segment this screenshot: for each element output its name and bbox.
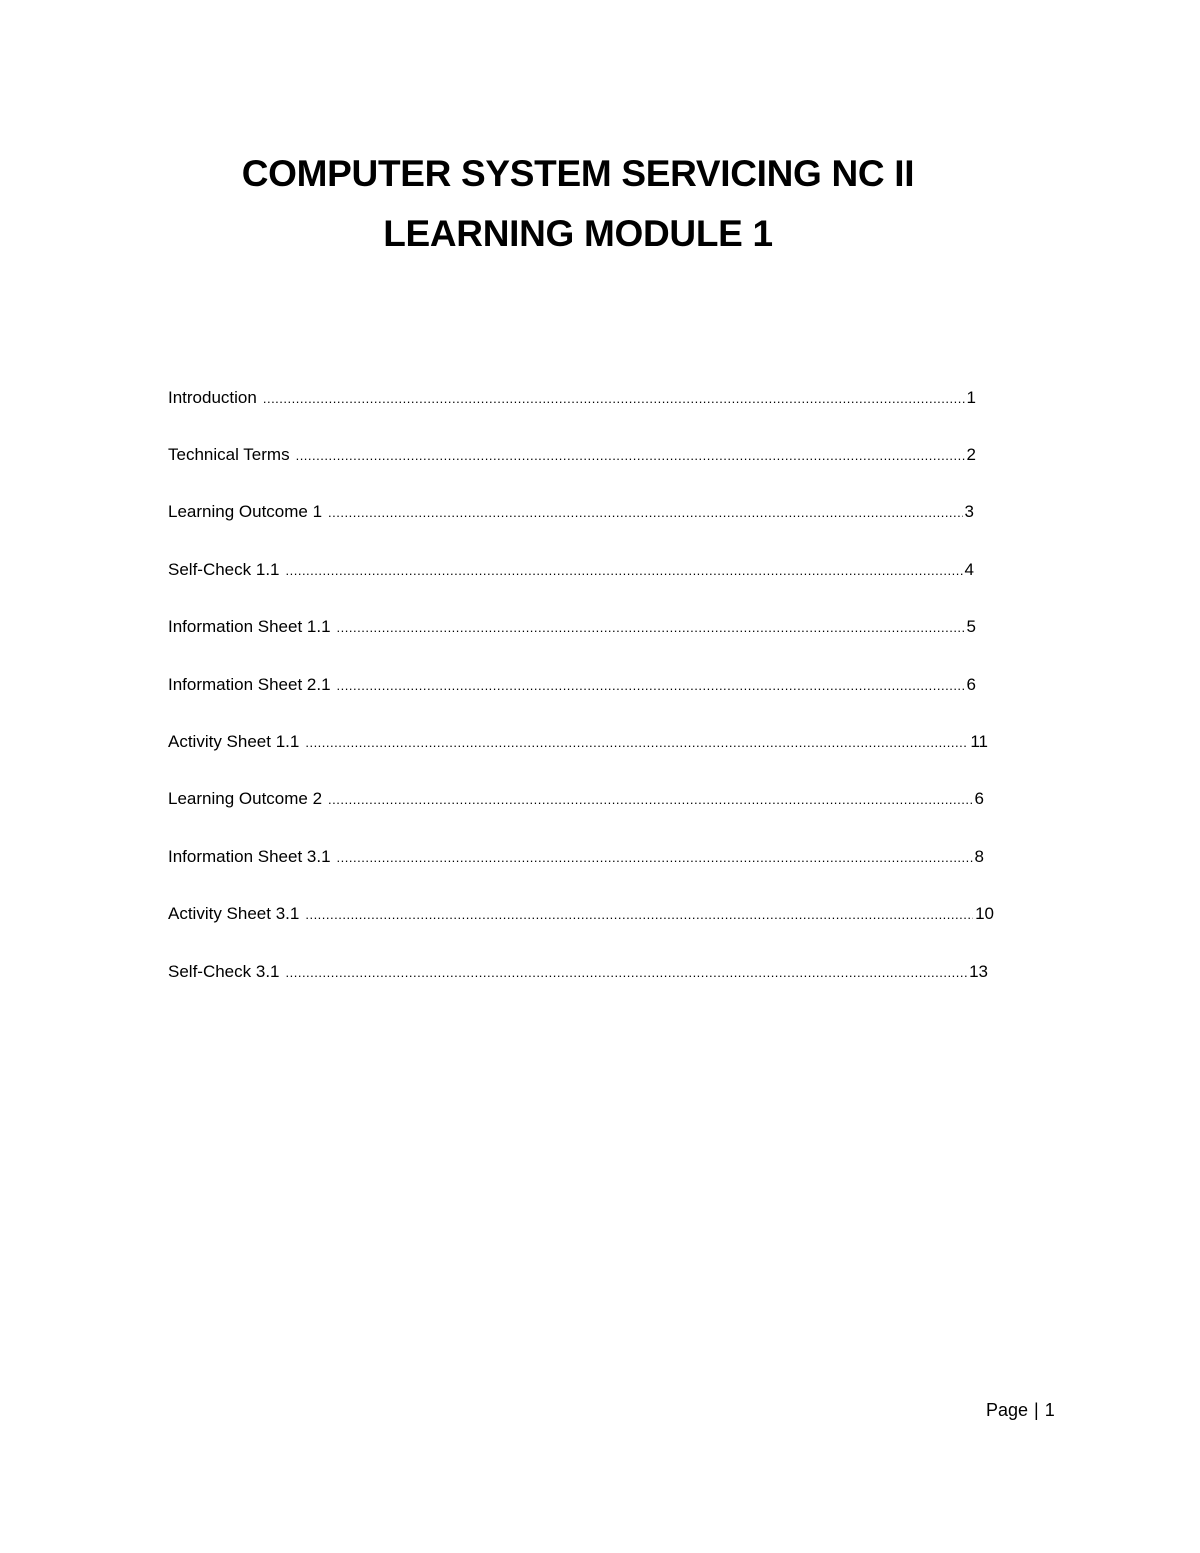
toc-leader-dots <box>286 558 963 583</box>
toc-leader-dots <box>296 443 965 468</box>
toc-entry-page: 6 <box>974 789 984 808</box>
toc-leader-dots <box>337 673 965 698</box>
toc-entry-page: 11 <box>970 732 988 751</box>
toc-entry-page: 2 <box>966 445 976 464</box>
toc-entry-page: 5 <box>966 617 976 636</box>
toc-entry-label: Introduction <box>168 388 257 407</box>
toc-entry-technical-terms <box>168 442 976 468</box>
toc-leader-dots <box>263 386 965 411</box>
toc-entry-label: Information Sheet 1.1 <box>168 617 331 636</box>
document-title-line-1: COMPUTER SYSTEM SERVICING NC II <box>241 153 915 194</box>
toc-entry-page: 1 <box>966 388 976 407</box>
toc-leader-dots <box>328 787 972 812</box>
toc-entry-information-sheet-2-1 <box>168 672 976 698</box>
toc-entry-label: Information Sheet 3.1 <box>168 847 331 866</box>
toc-entry-page: 3 <box>964 502 974 521</box>
toc-entry-label: Activity Sheet 1.1 <box>168 732 300 751</box>
toc-entry-page: 10 <box>975 904 994 923</box>
toc-entry-information-sheet-3-1 <box>168 844 984 870</box>
footer-page-number: 1 <box>1044 1400 1055 1420</box>
toc-leader-dots <box>337 615 965 640</box>
toc-entry-label: Activity Sheet 3.1 <box>168 904 300 923</box>
toc-entry-label: Learning Outcome 2 <box>168 789 323 808</box>
document-title-line-2: LEARNING MODULE 1 <box>383 213 773 254</box>
footer-page-label: Page <box>986 1400 1029 1420</box>
toc-entry-self-check-3-1 <box>168 959 988 985</box>
toc-entry-activity-sheet-3-1 <box>168 901 994 927</box>
toc-entry-learning-outcome-1 <box>168 499 974 525</box>
toc-entry-information-sheet-1-1 <box>168 614 976 640</box>
toc-entry-introduction <box>168 385 976 411</box>
toc-entry-activity-sheet-1-1 <box>168 729 988 755</box>
toc-leader-dots <box>337 845 973 870</box>
toc-entry-label: Technical Terms <box>168 445 290 464</box>
footer-separator: | <box>1034 1400 1039 1420</box>
toc-entry-label: Learning Outcome 1 <box>168 502 323 521</box>
page-footer <box>986 1398 1055 1422</box>
toc-leader-dots <box>328 500 962 525</box>
toc-entry-page: 4 <box>964 560 974 579</box>
toc-entry-learning-outcome-2 <box>168 786 984 812</box>
toc-entry-page: 8 <box>974 847 984 866</box>
toc-leader-dots <box>305 730 968 755</box>
toc-leader-dots <box>286 960 968 985</box>
toc-entry-self-check-1-1 <box>168 557 974 583</box>
toc-entry-label: Self-Check 1.1 <box>168 560 280 579</box>
toc-entry-label: Information Sheet 2.1 <box>168 675 331 694</box>
toc-leader-dots <box>305 902 973 927</box>
toc-entry-label: Self-Check 3.1 <box>168 962 280 981</box>
toc-entry-page: 13 <box>969 962 988 981</box>
toc-entry-page: 6 <box>966 675 976 694</box>
